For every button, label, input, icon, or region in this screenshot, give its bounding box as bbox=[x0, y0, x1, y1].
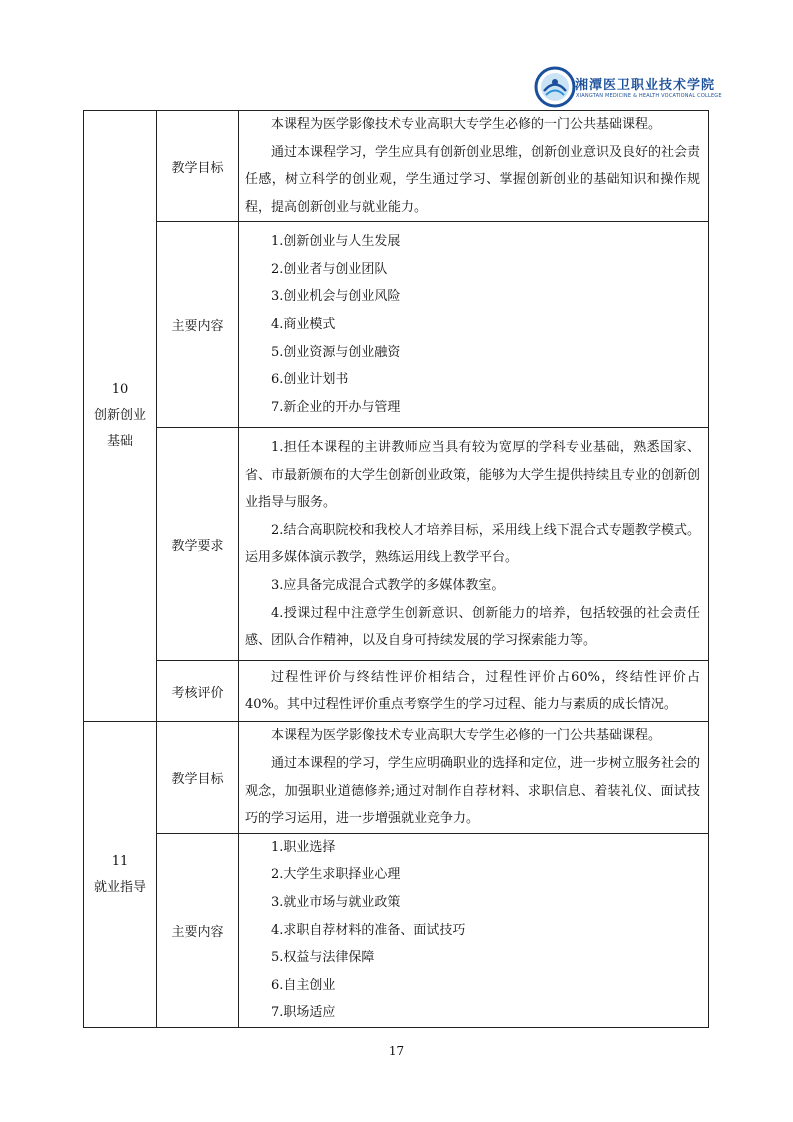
course-name: 就业指导 bbox=[93, 879, 146, 895]
list-item: 2.大学生求职择业心理 bbox=[271, 867, 401, 883]
list-item: 6.自主创业 bbox=[271, 977, 336, 993]
paragraph: 本课程为医学影像技术专业高职大专学生必修的一门公共基础课程。 bbox=[271, 728, 662, 744]
list-item: 5.权益与法律保障 bbox=[271, 950, 375, 966]
field-label: 教学目标 bbox=[157, 722, 239, 833]
table-row bbox=[84, 833, 709, 1027]
list-item: 1.创新创业与人生发展 bbox=[271, 234, 401, 250]
field-label: 教学目标 bbox=[157, 111, 239, 222]
table-row bbox=[84, 222, 709, 428]
list-item: 5.创业资源与创业融资 bbox=[271, 344, 401, 360]
paragraph: 通过本课程学习，学生应具有创新创业思维，创新创业意识及良好的社会责任感，树立科学的创业观，学生通过学习、掌握创新创业的基础知识和操作规程，提高创新创业与就业能力。 bbox=[245, 144, 701, 215]
college-name-en: XIANGTAN MEDICINE & HEALTH VOCATIONAL COLLEGE bbox=[576, 93, 722, 99]
paragraph: 4.授课过程中注意学生创新意识、创新能力的培养，包括较强的社会责任感、团队合作精神，以及自身可持续发展的学习探索能力等。 bbox=[245, 605, 700, 649]
list-item: 6.创业计划书 bbox=[271, 372, 349, 388]
course-table bbox=[83, 110, 709, 1028]
paragraph: 过程性评价与终结性评价相结合，过程性评价占60%，终结性评价占40%。其中过程性评价重点考察学生的学习过程、能力与素质的成长情况。 bbox=[245, 669, 700, 713]
course-11-title-cell bbox=[84, 722, 157, 1028]
main-content-cell bbox=[239, 833, 709, 1027]
page-number: 17 bbox=[388, 1044, 405, 1058]
college-name: 湘潭医卫职业技术学院 bbox=[575, 78, 716, 93]
table-row bbox=[84, 428, 709, 661]
table-row bbox=[84, 661, 709, 722]
course-name-cont: 基础 bbox=[106, 434, 133, 450]
college-emblem-icon bbox=[534, 66, 576, 108]
list-item: 3.就业市场与就业政策 bbox=[271, 894, 401, 910]
paragraph: 1.担任本课程的主讲教师应当具有较为宽厚的学科专业基础，熟悉国家、省、市最新颁布的大学生创新创业政策，能够为大学生提供持续且专业的创新创业指导与服务。 bbox=[245, 440, 701, 511]
list-item: 4.商业模式 bbox=[271, 317, 336, 333]
main-content-cell bbox=[239, 222, 709, 428]
paragraph: 通过本课程的学习，学生应明确职业的选择和定位，进一步树立服务社会的观念，加强职业道德修养;通过对制作自荐材料、求职信息、着装礼仪、面试技巧的学习运用，进一步增强就业竞争力。 bbox=[245, 755, 701, 827]
list-item: 4.求职自荐材料的准备、面试技巧 bbox=[271, 922, 466, 938]
list-item: 1.职业选择 bbox=[271, 839, 336, 855]
field-label: 主要内容 bbox=[157, 222, 239, 428]
list-item: 2.创业者与创业团队 bbox=[271, 261, 388, 277]
field-label: 教学要求 bbox=[157, 428, 239, 661]
list-item: 7.职场适应 bbox=[271, 1005, 336, 1021]
course-number: 11 bbox=[111, 853, 129, 869]
list-item: 3.创业机会与创业风险 bbox=[271, 289, 401, 305]
assessment-cell bbox=[239, 661, 709, 722]
course-name: 创新创业 bbox=[93, 408, 146, 424]
field-label: 主要内容 bbox=[157, 833, 239, 1027]
teaching-req-cell bbox=[239, 428, 709, 661]
teaching-goal-cell bbox=[239, 722, 709, 833]
course-number: 10 bbox=[111, 382, 129, 398]
list-item: 7.新企业的开办与管理 bbox=[271, 399, 401, 415]
paragraph: 3.应具备完成混合式教学的多媒体教室。 bbox=[271, 577, 505, 593]
paragraph: 本课程为医学影像技术专业高职大专学生必修的一门公共基础课程。 bbox=[271, 117, 662, 132]
course-10-title-cell bbox=[84, 111, 157, 722]
paragraph: 2.结合高职院校和我校人才培养目标，采用线上线下混合式专题教学模式。运用多媒体演示教学，熟练运用线上教学平台。 bbox=[245, 522, 700, 566]
table-row bbox=[84, 722, 709, 833]
field-label: 考核评价 bbox=[157, 661, 239, 722]
teaching-goal-cell bbox=[239, 111, 709, 222]
table-row bbox=[84, 111, 709, 222]
